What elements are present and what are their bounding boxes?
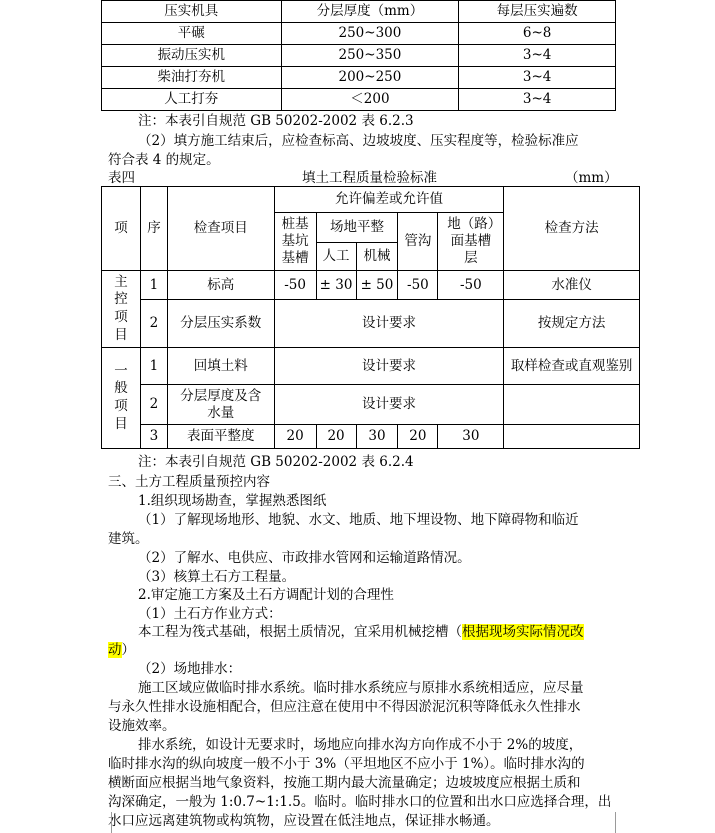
table-cell: 3 [140,425,167,449]
paragraph-line: 排水系统，如设计无要求时，场地应向排水沟方向作成不小于 2%的坡度， [138,737,583,753]
table-header-row [102,187,640,213]
paragraph-line: （3）核算土石方工程量。 [138,569,296,585]
header-item: 项 [102,187,141,271]
header-site-leveling: 场地平整 [316,213,398,243]
table-row [102,425,640,449]
table-cell: -50 [398,271,438,300]
table-cell: 1 [140,348,167,385]
table-cell: 20 [398,425,438,449]
table-cell: 回填土料 [167,348,274,385]
table-cell: 平碾 [102,23,282,45]
table-cell: 标高 [167,271,274,300]
paragraph-text: 本工程为筏式基础，根据土质情况，宜采用机械挖槽（ [138,624,462,640]
table-cell: ＜200 [281,89,459,111]
highlighted-note: 根据现场实际情况改 [462,624,584,640]
paragraph-line: 设施效率。 [108,718,176,734]
paragraph-line: （2）填方施工结束后，应检查标高、边坡坡度、压实程度等，检验标准应 [138,133,579,149]
paragraph-line [138,622,584,642]
table-row [102,23,616,45]
table-header-cell: 压实机具 [102,1,282,23]
table-cell: 30 [356,425,398,449]
table-cell: 30 [438,425,504,449]
table-cell: 柴油打夯机 [102,67,282,89]
table-cell: 3~4 [459,45,616,67]
table-cell: 2 [140,385,167,425]
table-note: 注：本表引自规范 GB 50202-2002 表 6.2.4 [138,454,414,470]
paragraph-line: 沟深确定，一般为 1:0.7~1:1.5。临时。临时排水口的位置和出水口应选择合理，出 [108,794,612,810]
section-title: 三、土方工程质量预控内容 [108,474,270,490]
header-machine: 机械 [356,243,398,271]
table-caption: 填土工程质量检验标准 [302,170,437,186]
group-main: 主控项目 [102,271,141,348]
table-cell: 2 [140,300,167,348]
table-cell: 设计要求 [274,300,504,348]
table-row [102,89,616,111]
header-allowed-deviation: 允许偏差或允许值 [274,187,504,213]
table-label: 表四 [108,170,135,186]
header-road: 地（路）面基槽层 [438,213,504,271]
header-seq: 序 [140,187,167,271]
table-row [102,385,640,425]
table-cell: 按规定方法 [504,300,640,348]
table-cell: 水准仪 [504,271,640,300]
table-unit: （mm） [565,170,618,186]
header-manual: 人工 [316,243,356,271]
paragraph-line: （1）土石方作业方式： [138,606,282,622]
table-cell: ± 30 [316,271,356,300]
table-header-cell: 每层压实遍数 [459,1,616,23]
header-check-method: 检查方法 [504,187,640,271]
table-cell: 分层厚度及含水量 [167,385,274,425]
table-row [102,348,640,385]
table-cell: 设计要求 [274,348,504,385]
paragraph-line: 水口应远离建筑物或构筑物，应设置在低洼地点，保证排水畅通。 [108,813,500,829]
table-cell: 振动压实机 [102,45,282,67]
table-cell: 3~4 [459,67,616,89]
table-cell: 20 [316,425,356,449]
paragraph-line: （2）场地排水： [138,661,242,677]
highlighted-note: 动 [108,642,122,658]
paragraph-text: ） [121,642,135,658]
table-cell: -50 [274,271,316,300]
paragraph-line: 施工区域应做临时排水系统。临时排水系统应与原排水系统相适应，应尽量 [138,680,584,696]
margin-mark [615,812,627,833]
paragraph-line: 临时排水沟的纵向坡度一般不小于 3%（平坦地区不应小于 1%）。临时排水沟的 [108,756,585,772]
paragraph-line: 建筑。 [108,531,149,547]
table-row [102,67,616,89]
table-header-row [102,1,616,23]
table-note: 注：本表引自规范 GB 50202-2002 表 6.2.3 [138,113,414,129]
table-cell [504,425,640,449]
table-cell: ± 50 [356,271,398,300]
paragraph-line: 横断面应根据当地气象资料，按施工期内最大流量确定；边坡坡度应根据土质和 [108,775,581,791]
paragraph-line: （1）了解现场地形、地貌、水文、地质、地下埋设物、地下障碍物和临近 [138,512,579,528]
table-cell: 分层压实系数 [167,300,274,348]
table-row [102,45,616,67]
group-general: 一般项目 [102,348,141,449]
table-cell: 200~250 [281,67,459,89]
table-cell: 20 [274,425,316,449]
paragraph-line: （2）了解水、电供应、市政排水管网和运输道路情况。 [138,550,471,566]
subsection-title: 2.审定施工方案及土石方调配计划的合理性 [138,587,394,603]
table-cell [504,385,640,425]
table-cell: 250~300 [281,23,459,45]
margin-mark [100,812,112,833]
header-pile: 桩基基坑基槽 [274,213,316,271]
table-header-cell: 分层厚度（mm） [281,1,459,23]
header-check-item: 检查项目 [167,187,274,271]
paragraph-line: 符合表 4 的规定。 [108,152,220,168]
quality-standard-table [101,186,640,449]
paragraph-line [108,640,135,660]
header-pipe: 管沟 [398,213,438,271]
paragraph-line: 与永久性排水设施相配合，但应注意在使用中不得因淤泥沉积等降低永久性排水 [108,699,581,715]
table-cell: 6~8 [459,23,616,45]
table-cell: 250~350 [281,45,459,67]
table-cell: -50 [438,271,504,300]
table-cell: 1 [140,271,167,300]
table-row [102,271,640,300]
table-cell: 设计要求 [274,385,504,425]
table-cell: 人工打夯 [102,89,282,111]
table-cell: 3~4 [459,89,616,111]
compaction-table [101,0,616,111]
table-cell: 表面平整度 [167,425,274,449]
subsection-title: 1.组织现场勘查，掌握熟悉图纸 [138,493,327,509]
table-row [102,300,640,348]
table-cell: 取样检查或直观鉴别 [504,348,640,385]
